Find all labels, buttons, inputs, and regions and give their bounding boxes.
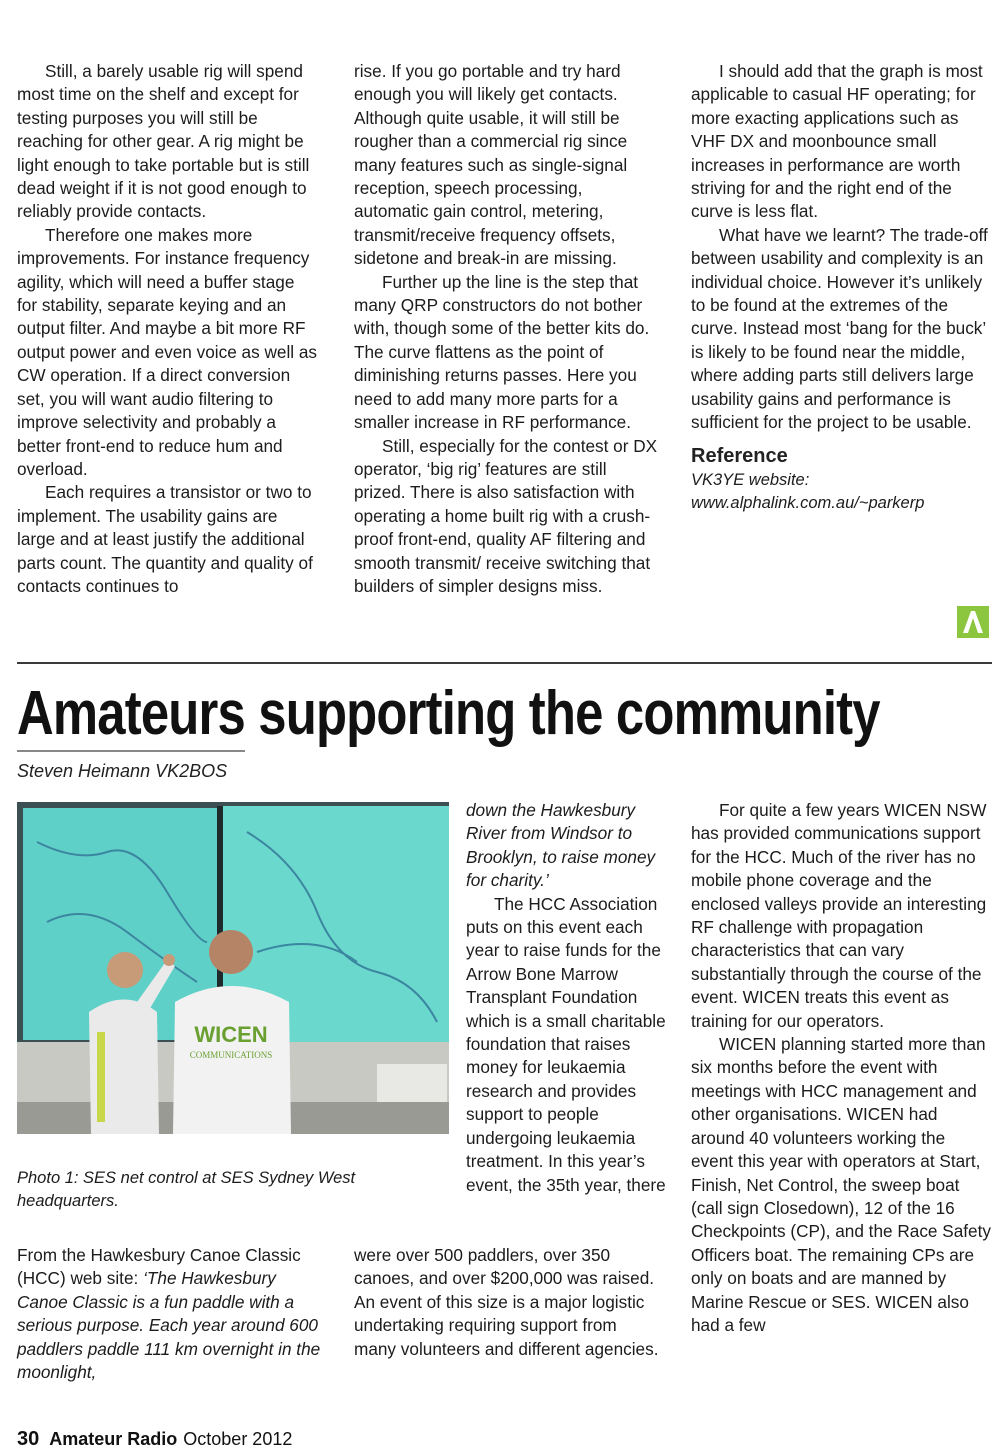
issue-date: October 2012 bbox=[183, 1429, 293, 1449]
byline-divider bbox=[17, 750, 245, 752]
article-column-2-bottom bbox=[354, 1244, 659, 1361]
paragraph: Further up the line is the step that many QRP constructors do not bother with, though some of the better kits do. The curve flattens as the point of diminishing returns passes. Here you need to add many more parts for a smaller increase in RF performance. bbox=[354, 271, 650, 433]
section-divider bbox=[17, 662, 992, 664]
paragraph: WICEN planning started more than six months before the event with meetings with HCC management and other organisations. WICEN had around 40 volunteers working the event this year with operators at Start, Finish, Net Control, the sweep boat (call sign Closedown), 12 of the 16 Checkpoints (CP), and the Race Safety Officers boat. The remaining CPs are only on boats and are manned by Marine Rescue or SES. WICEN also had a few bbox=[691, 1034, 991, 1335]
paragraph: Still, a barely usable rig will spend most time on the shelf and except for testing purposes you will still be reaching for other gear. A rig might be light enough to take portable but is still dead weight if it is not good enough to reliably provide contacts. bbox=[17, 61, 310, 222]
paragraph: What have we learnt? The trade-off between usability and complexity is an individual choice. However it’s unlikely to be found at the extremes of the curve. Instead most ‘bang for the buck’ is likely to be found near the middle, where adding parts still delivers large usability gains and performance is sufficient for the project to be usable. bbox=[691, 224, 988, 433]
photo-shirt-text: WICEN bbox=[194, 1022, 268, 1047]
article-end-icon bbox=[957, 606, 989, 638]
top-article-column-2 bbox=[354, 60, 659, 598]
page-number: 30 bbox=[17, 1428, 40, 1450]
net-control-photo bbox=[17, 802, 449, 1134]
paragraph: The HCC Association puts on this event each year to raise funds for the Arrow Bone Marrow Transplant Foundation which is a small charitable foundation that raises money for leukaemia research and provides support to people undergoing leukaemia treatment. In this year’s event, the 35th year, there bbox=[466, 893, 666, 1195]
article-column-2-top bbox=[466, 799, 666, 1197]
top-article-column-3 bbox=[691, 60, 991, 515]
paragraph: were over 500 paddlers, over 350 canoes, and over $200,000 was raised. An event of this size is a major logistic undertaking requiring support from many volunteers and different agencies. bbox=[354, 1245, 659, 1359]
paragraph: Each requires a transistor or two to implement. The usability gains are large and at least justify the additional parts count. The quantity and quality of contacts continues to bbox=[17, 482, 313, 596]
photo-shirt-subtext: COMMUNICATIONS bbox=[189, 1050, 273, 1060]
paragraph: Therefore one makes more improvements. For instance frequency agility, which will need a buffer stage for stability, separate keying and an output filter. And maybe a bit more RF output power and even voice as well as CW operation. If a direct conversion set, you will want audio filtering to improve selectivity and probably a better front-end to reduce hum and overload. bbox=[17, 224, 318, 479]
paragraph bbox=[17, 1244, 327, 1384]
paragraph: For quite a few years WICEN NSW has provided communications support for the HCC. Much of the river has no mobile phone coverage and the enclosed valleys provide an interesting RF challenge with propagation characteristics that can vary substantially through the course of the event. WICEN treats this event as training for our operators. bbox=[691, 800, 987, 1031]
paragraph: I should add that the graph is most applicable to casual HF operating; for more exacting applications such as VHF DX and moonbounce small increases in performance are worth striving for and the right end of the curve is less flat. bbox=[691, 61, 983, 222]
paragraph: Still, especially for the contest or DX operator, ‘big rig’ features are still prized. There is also satisfaction with operating a home built rig with a crush-proof front-end, quality AF filtering and smooth transmit/ receive switching that builders of simpler designs miss. bbox=[354, 435, 658, 596]
top-article-column-1 bbox=[17, 60, 317, 598]
article-column-1 bbox=[17, 1244, 327, 1384]
reference-text: VK3YE website: www.alphalink.com.au/~parkerp bbox=[691, 470, 925, 512]
reference-heading: Reference bbox=[691, 444, 788, 467]
magazine-name: Amateur Radio bbox=[49, 1429, 178, 1449]
article-title: Amateurs supporting the community bbox=[17, 679, 880, 748]
article-author: Steven Heimann VK2BOS bbox=[17, 761, 228, 781]
website-quote: ‘The Hawkesbury Canoe Classic is a fun paddle with a serious purpose. Each year around 600 paddlers paddle 111 km overnight in the moonlight, bbox=[17, 1268, 321, 1383]
paragraph: rise. If you go portable and try hard enough you will likely get contacts. Although quite usable, it will still be rougher than a commercial rig since many features such as single-signal reception, speech processing, automatic gain control, metering, transmit/receive frequency offsets, sidetone and break-in are missing. bbox=[354, 61, 628, 269]
photo-caption: Photo 1: SES net control at SES Sydney West headquarters. bbox=[17, 1169, 356, 1210]
website-quote-continued: down the Hawkesbury River from Windsor to Brooklyn, to raise money for charity.’ bbox=[466, 800, 656, 891]
photo-illustration bbox=[17, 802, 449, 1134]
page-footer bbox=[17, 1426, 292, 1452]
paragraph-intro: From the Hawkesbury Canoe Classic (HCC) web site: bbox=[17, 1245, 301, 1289]
article-column-3 bbox=[691, 799, 991, 1337]
